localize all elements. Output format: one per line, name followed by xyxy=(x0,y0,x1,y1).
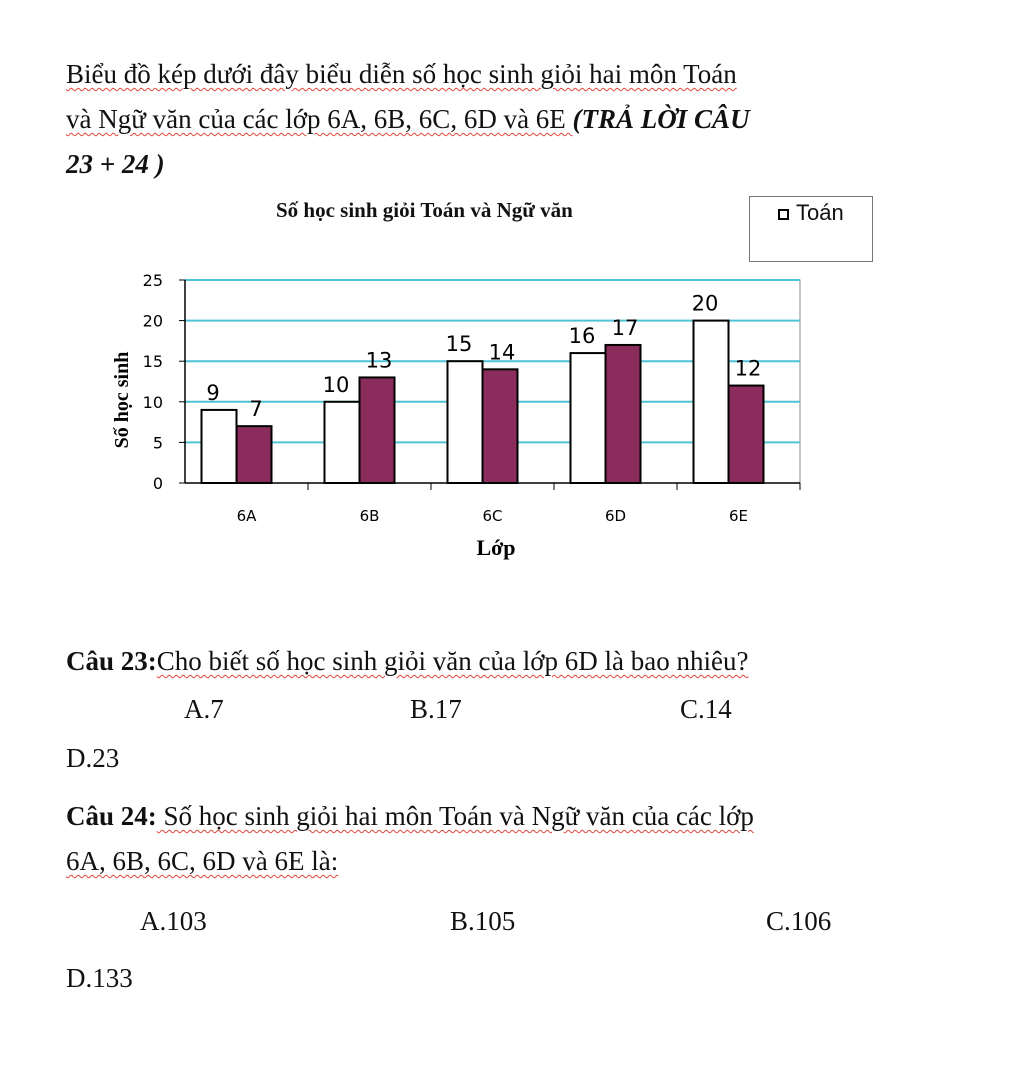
q24-text-2: 6A, 6B, 6C, 6D và 6E là: xyxy=(66,846,339,876)
data-label: 15 xyxy=(445,332,473,357)
y-tick-label: 10 xyxy=(142,392,163,412)
data-label: 12 xyxy=(734,356,762,381)
data-label: 14 xyxy=(488,340,516,365)
intro-text-2: và Ngữ văn của các lớp 6A, 6B, 6C, 6D và 6E xyxy=(66,104,573,134)
y-tick-label: 25 xyxy=(142,271,163,290)
q24-option-c: C.106 xyxy=(766,906,832,936)
x-tick-label: 6A xyxy=(236,507,257,525)
bar-series2-6C xyxy=(483,369,518,483)
q23-option-d: D.23 xyxy=(66,743,120,773)
bar-series1-6B xyxy=(325,402,360,483)
q24-label: Câu 24: xyxy=(66,801,157,831)
q23-label: Câu 23: xyxy=(66,646,157,676)
y-tick-label: 0 xyxy=(152,474,163,493)
q23-option-c: C.14 xyxy=(680,694,732,724)
data-label: 17 xyxy=(611,315,639,340)
bar-series1-6E xyxy=(694,321,729,483)
legend-label-toan: Toán xyxy=(796,200,844,225)
y-tick-label: 5 xyxy=(152,433,163,453)
q24-option-d: D.133 xyxy=(66,963,133,993)
y-tick-label: 15 xyxy=(142,352,163,372)
x-axis-label: Lớp xyxy=(476,535,516,560)
data-label: 10 xyxy=(322,372,350,397)
intro-text-1: Biểu đồ kép dưới đây biểu diễn số học sinh giỏi hai môn Toán xyxy=(66,59,737,89)
bar-series1-6D xyxy=(571,353,606,483)
x-tick-label: 6E xyxy=(728,507,749,525)
data-label: 9 xyxy=(206,380,220,405)
data-label: 20 xyxy=(691,291,719,316)
bar-series2-6B xyxy=(360,377,395,483)
chart-title: Số học sinh giỏi Toán và Ngữ văn xyxy=(276,198,573,222)
x-tick-label: 6B xyxy=(359,507,380,525)
data-label: 13 xyxy=(365,348,393,373)
y-tick-label: 20 xyxy=(142,311,163,331)
data-label: 16 xyxy=(568,324,596,349)
y-axis-label: Số học sinh xyxy=(111,351,133,449)
x-tick-label: 6C xyxy=(482,507,503,525)
q23-option-a: A.7 xyxy=(184,694,224,724)
data-label: 7 xyxy=(249,397,263,422)
x-tick-label: 6D xyxy=(604,507,627,525)
q24-line-1 xyxy=(66,800,754,832)
bar-series1-6A xyxy=(202,410,237,483)
bar-series2-6A xyxy=(237,426,272,483)
q24-option-a: A.103 xyxy=(140,906,207,936)
intro-emphasis: (TRẢ LỜI CÂU xyxy=(572,104,750,134)
bar-series1-6C xyxy=(448,361,483,483)
q24-text-1: Số học sinh giỏi hai môn Toán và Ngữ văn của các lớp xyxy=(156,801,754,831)
q23-line xyxy=(66,645,748,677)
intro-line-3: 23 + 24 ) xyxy=(66,149,165,179)
bar-series2-6E xyxy=(729,386,764,483)
bar-series2-6D xyxy=(606,345,641,483)
q23-option-b: B.17 xyxy=(410,694,462,724)
q24-option-b: B.105 xyxy=(450,906,516,936)
q23-text: Cho biết số học sinh giỏi văn của lớp 6D là bao nhiêu? xyxy=(156,646,749,676)
